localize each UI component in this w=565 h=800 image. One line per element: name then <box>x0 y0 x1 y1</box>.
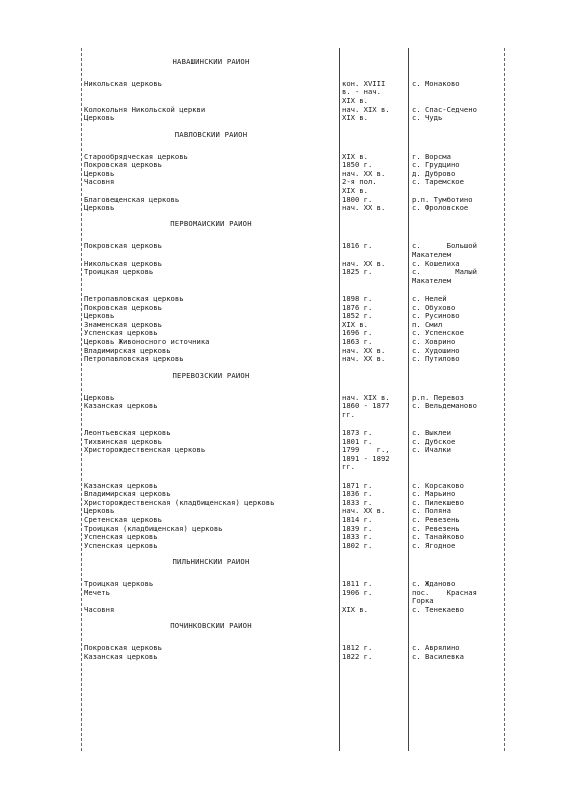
monument-location: с. Большой Макателем <box>412 241 477 260</box>
monument-date: нач. XX в. <box>342 354 386 364</box>
monument-name: Тихвинская церковь <box>84 437 162 446</box>
monument-location: с. Нелей <box>412 294 447 304</box>
monument-date: XIX в. <box>342 319 368 329</box>
monument-date: нач. XX в. <box>342 168 386 178</box>
monument-date: нач. XX в. <box>342 345 386 355</box>
monument-name: Церковь <box>84 114 115 123</box>
monument-location: с. Жданово <box>412 579 456 589</box>
district-heading: ПИЛЬНИНСКИЙ РАЙОН <box>172 558 250 567</box>
monument-location: с. Русиново <box>412 311 460 321</box>
monument-date: 1800 г. <box>342 194 373 204</box>
monument-location: с. Марьино <box>412 489 456 499</box>
monument-date: 1863 г. <box>342 337 373 347</box>
monument-date: 1852 г. <box>342 311 373 321</box>
monument-name: Троицкая церковь <box>84 268 154 277</box>
monument-name: Колокольня Никольской церкви <box>84 105 206 114</box>
monument-name: Церковь <box>84 507 115 516</box>
monument-date: нач. XIX в. <box>342 392 390 402</box>
monument-row <box>84 268 504 285</box>
monument-location: с. Монаково <box>412 78 460 88</box>
monument-date: нач. XX в. <box>342 203 386 213</box>
monument-date: 1801 г. <box>342 436 373 446</box>
monuments-table <box>84 50 504 661</box>
monument-name: Церковь <box>84 204 115 213</box>
monument-name: Петропавловская церковь <box>84 355 184 364</box>
monument-date: 1696 г. <box>342 328 373 338</box>
monument-date: 1814 г. <box>342 514 373 524</box>
monument-location: р.п. Перевоз <box>412 392 464 402</box>
monument-location: д. Дуброво <box>412 168 456 178</box>
monument-name: Христорождественская церковь <box>84 446 206 455</box>
monument-location: с. Малый Макателем <box>412 267 477 285</box>
monument-location: с. Путилово <box>412 354 460 364</box>
monument-name: Успенская церковь <box>84 329 158 338</box>
monument-date: 1812 г. <box>342 643 373 653</box>
left-border-line <box>81 48 82 751</box>
monument-row <box>84 80 504 106</box>
monument-location: с. Фроловское <box>412 203 469 213</box>
district-heading: НАВАШИНСКИЙ РАЙОН <box>172 57 250 66</box>
monument-date: 1816 г. <box>342 241 373 251</box>
monument-name: Троицкая (кладбищенская) церковь <box>84 524 223 533</box>
monument-location: с. Грудцино <box>412 160 460 170</box>
monument-date: 1822 г. <box>342 651 373 661</box>
monument-location: с. Успенское <box>412 328 464 338</box>
monument-name: Казанская церковь <box>84 652 158 661</box>
monument-row <box>84 653 504 662</box>
monument-location: с. Ховрино <box>412 337 456 347</box>
monument-row <box>84 589 504 606</box>
monument-row <box>84 446 504 472</box>
monument-location: с. Спас-Седчено <box>412 104 477 114</box>
district-heading: ПОЧИНКОВСКИЙ РАЙОН <box>170 622 252 631</box>
monument-name: Казанская церковь <box>84 402 158 411</box>
monument-name: Покровская церковь <box>84 644 162 653</box>
monument-date: 1839 г. <box>342 523 373 533</box>
monument-location: с. Аврялино <box>412 643 460 653</box>
monument-date: XIX в. <box>342 604 368 614</box>
monument-date: 1898 г. <box>342 294 373 304</box>
monument-name: Часовня <box>84 178 115 187</box>
monument-location: с. Выклеи <box>412 427 451 437</box>
monument-date: 1802 г. <box>342 540 373 550</box>
district-heading: ПАВЛОВСКИЙ РАЙОН <box>174 130 248 139</box>
monument-location: с. Поляна <box>412 506 451 516</box>
monument-name: Старообрядческая церковь <box>84 152 188 161</box>
monument-name: Церковь <box>84 169 115 178</box>
monument-date: XIX в. <box>342 113 368 123</box>
monument-date: 2-я пол. XIX в. <box>342 177 377 195</box>
monument-name: Мечеть <box>84 588 110 597</box>
district-heading-row <box>84 364 504 384</box>
monument-location: с. Ревезень <box>412 523 460 533</box>
monument-date: 1825 г. <box>342 267 373 277</box>
monument-name: Петропавловская церковь <box>84 295 184 304</box>
monument-date: 1871 г. <box>342 480 373 490</box>
monument-name: Никольская церковь <box>84 259 162 268</box>
monument-date: 1811 г. <box>342 579 373 589</box>
monument-name: Успенская церковь <box>84 533 158 542</box>
district-heading-row <box>84 614 504 634</box>
monument-location: с. Танайково <box>412 532 464 542</box>
monument-location: с. Худошино <box>412 345 460 355</box>
monument-location: с. Чудь <box>412 113 443 123</box>
monument-date: 1860 - 1877 гг. <box>342 401 390 419</box>
district-heading: ПЕРВОМАЙСКИЙ РАЙОН <box>170 220 252 229</box>
monument-row <box>84 542 504 551</box>
monument-name: Знаменская церковь <box>84 320 162 329</box>
monument-location: с. Кошелиха <box>412 258 460 268</box>
monument-name: Церковь Живоносного источника <box>84 338 210 347</box>
monument-date: кон. XVIII в. - нач. XIX в. <box>342 78 386 105</box>
monument-name: Владимирская церковь <box>84 490 171 499</box>
monument-location: с. Пилекшево <box>412 497 464 507</box>
monument-name: Казанская церковь <box>84 481 158 490</box>
monument-date: 1799 г., 1891 - 1892 гг. <box>342 445 390 472</box>
monument-name: Сретенская церковь <box>84 515 162 524</box>
monument-location: г. Ворсма <box>412 151 451 161</box>
monument-row <box>84 242 504 259</box>
monument-date: нач. XX в. <box>342 258 386 268</box>
monument-row <box>84 606 504 615</box>
monument-date: 1833 г. <box>342 497 373 507</box>
monument-name: Покровская церковь <box>84 242 162 251</box>
monument-location: с. Тенекаево <box>412 604 464 614</box>
district-heading-row <box>84 123 504 143</box>
monument-date: 1850 г. <box>342 160 373 170</box>
monument-location: с. Ревезень <box>412 514 460 524</box>
monument-name: Благовещенская церковь <box>84 195 180 204</box>
monument-location: р.п. Тумботино <box>412 194 473 204</box>
monument-row <box>84 204 504 213</box>
monument-name: Никольская церковь <box>84 79 162 88</box>
monument-date: 1833 г. <box>342 532 373 542</box>
monument-location: пос. Красная Горка <box>412 587 477 606</box>
monument-name: Троицкая церковь <box>84 580 154 589</box>
monument-location: с. Василевка <box>412 651 464 661</box>
monument-row <box>84 355 504 364</box>
monument-name: Церковь <box>84 312 115 321</box>
monument-name: Покровская церковь <box>84 303 162 312</box>
monument-location: с. Вельдеманово <box>412 401 477 411</box>
monument-location: с. Корсаково <box>412 480 464 490</box>
monument-location: с. Ягодное <box>412 540 456 550</box>
district-heading: ПЕРЕВОЗСКИЙ РАЙОН <box>172 371 250 380</box>
monument-row <box>84 402 504 419</box>
monument-location: с. Обухово <box>412 302 456 312</box>
monument-date: нач. XIX в. <box>342 104 390 114</box>
monument-date: 1876 г. <box>342 302 373 312</box>
monument-date: нач. XX в. <box>342 506 386 516</box>
monument-location: с. Ичалки <box>412 445 451 455</box>
district-heading-row <box>84 50 504 70</box>
monument-name: Леонтьевская церковь <box>84 428 171 437</box>
monument-row <box>84 178 504 195</box>
monument-name: Успенская церковь <box>84 541 158 550</box>
monument-row <box>84 114 504 123</box>
district-heading-row <box>84 213 504 233</box>
monument-date: 1873 г. <box>342 427 373 437</box>
monument-name: Часовня <box>84 605 115 614</box>
monument-name: Христорождественская (кладбищенская) церковь <box>84 498 275 507</box>
monument-location: с. Дубское <box>412 436 456 446</box>
monument-name: Покровская церковь <box>84 161 162 170</box>
monument-name: Владимирская церковь <box>84 346 171 355</box>
monument-date: 1836 г. <box>342 489 373 499</box>
district-heading-row <box>84 550 504 570</box>
monument-date: 1906 г. <box>342 587 373 597</box>
monument-location: п. Смил <box>412 319 443 329</box>
monument-location: с. Таремское <box>412 177 464 187</box>
monument-name: Церковь <box>84 393 115 402</box>
monument-date: XIX в. <box>342 151 368 161</box>
